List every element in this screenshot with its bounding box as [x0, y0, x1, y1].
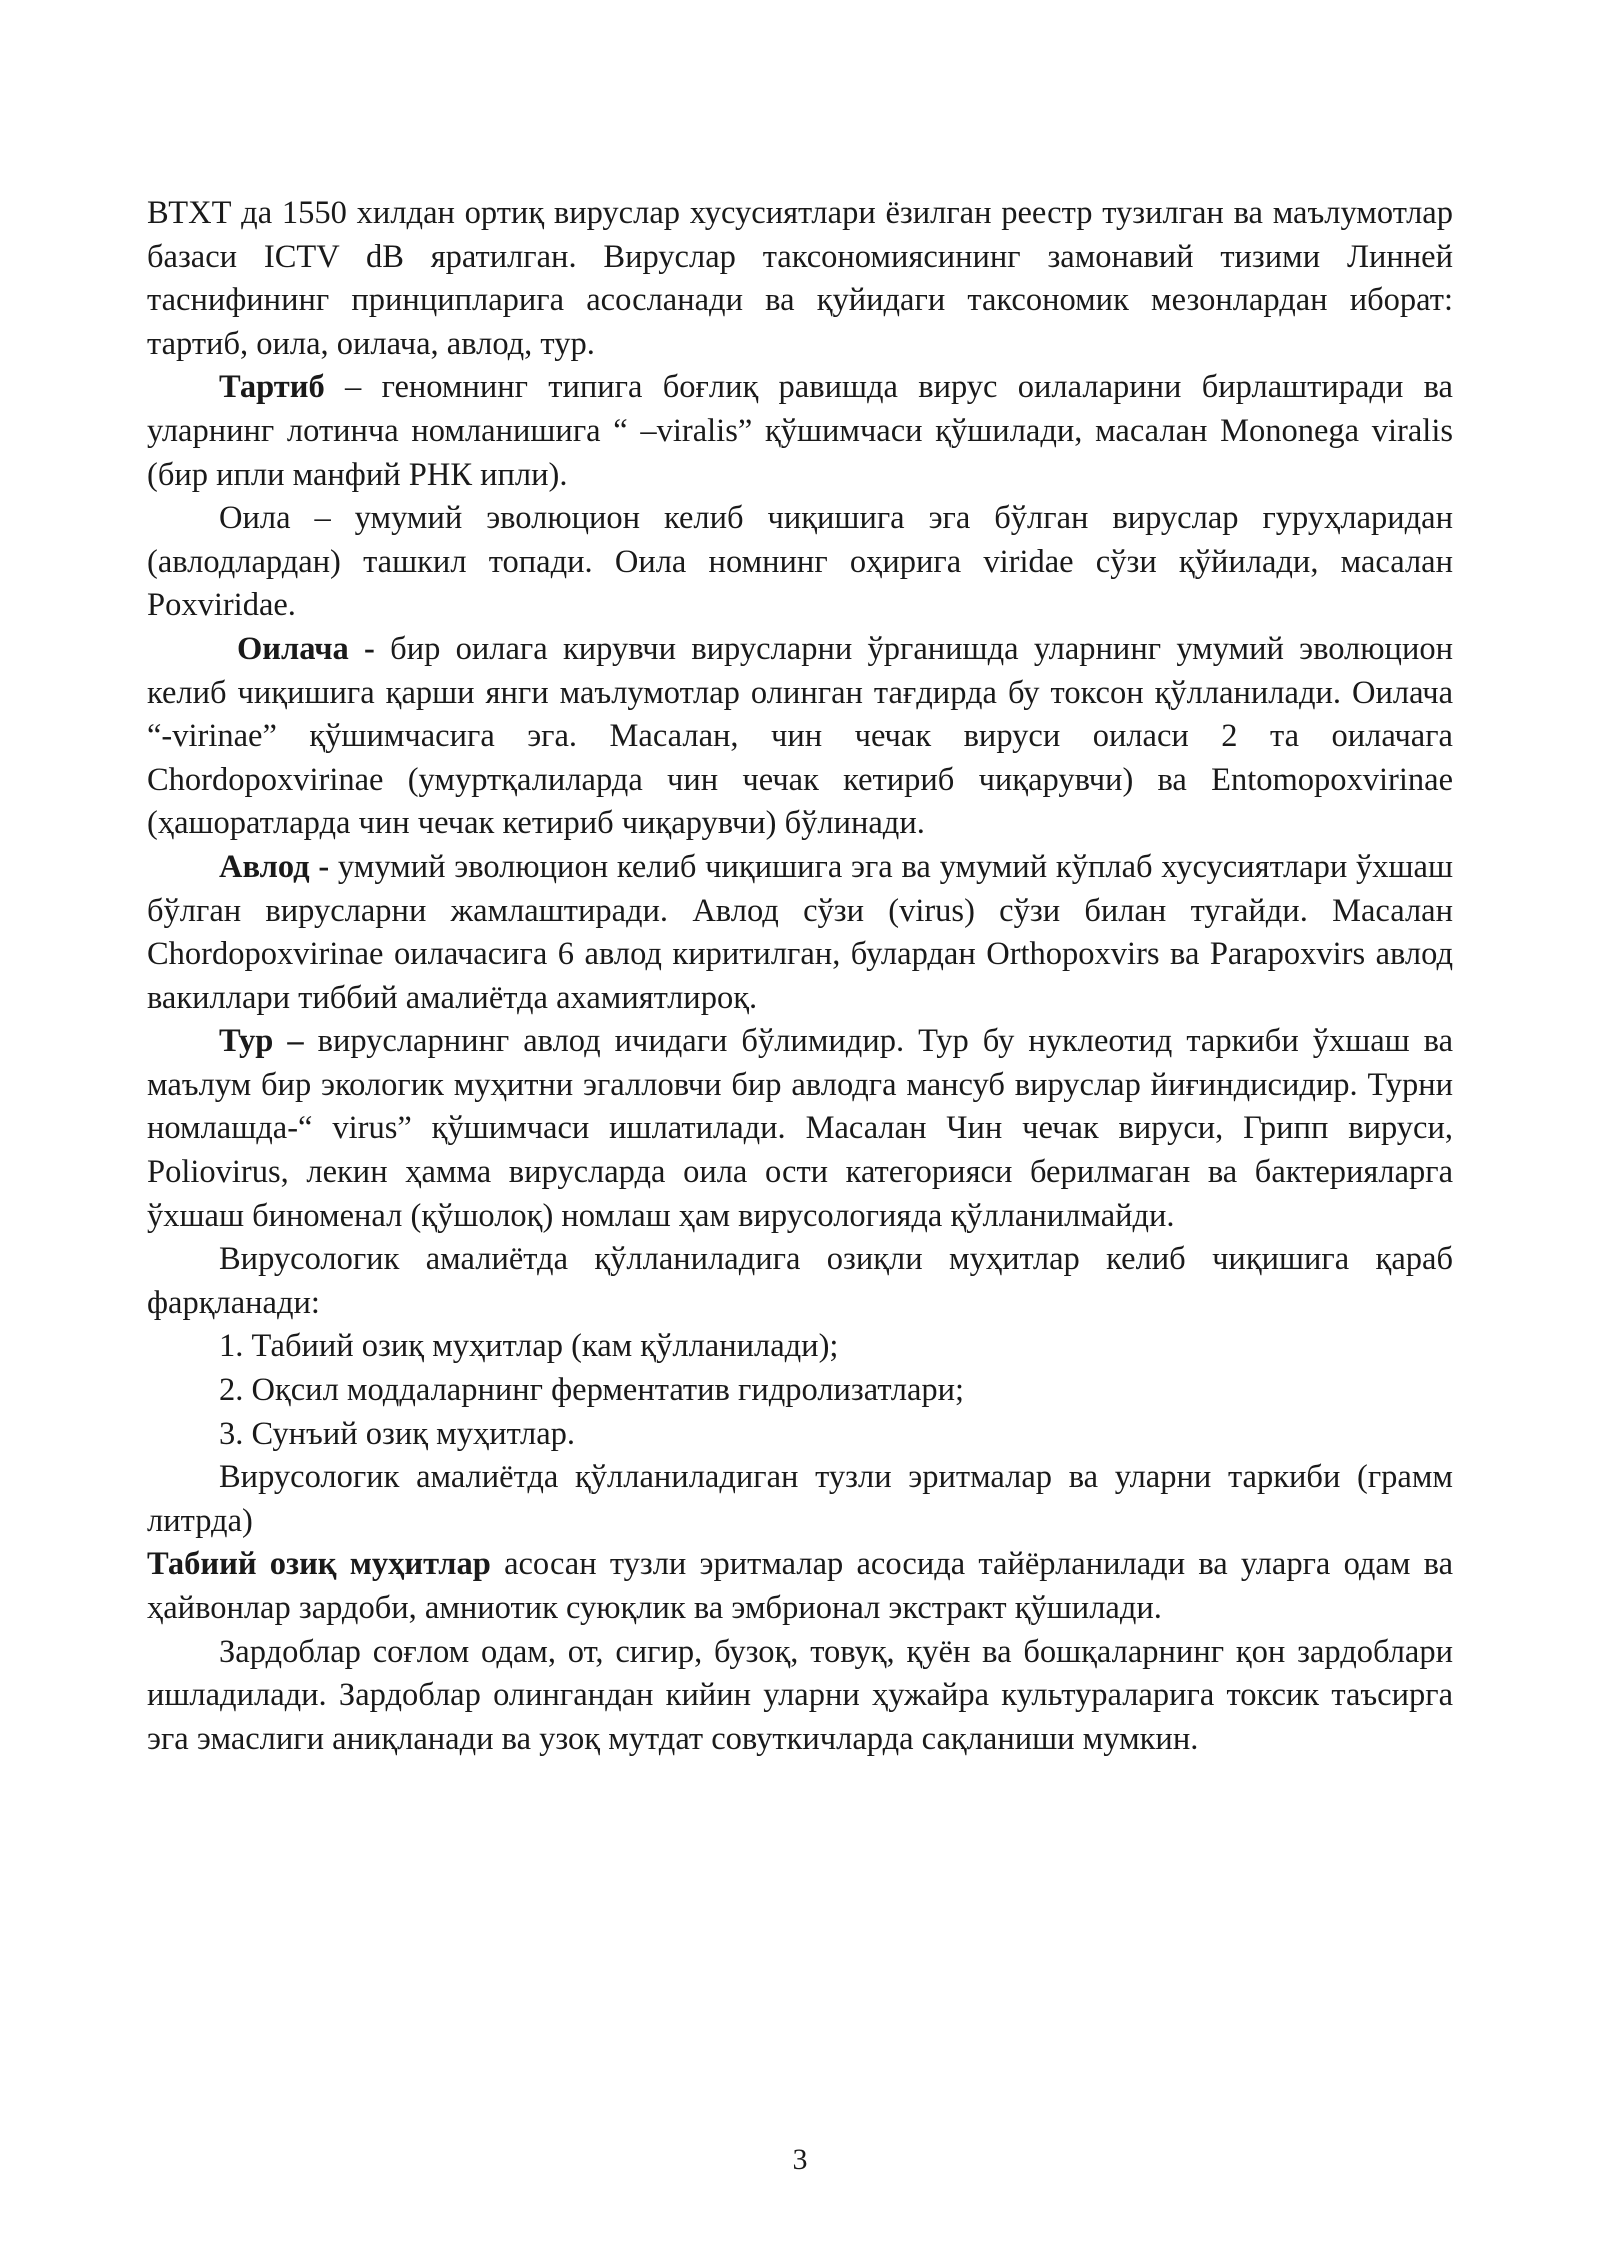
paragraph-media-types — [147, 1238, 1453, 1325]
paragraph-salt-solutions — [147, 1456, 1453, 1543]
paragraph-natural-media-text: асосан тузли эритмалар асосида тайёрланилади ва уларга одам ва ҳайвонлар зардоби, амниотик суюқлик ва эмбрионал экстракт қўшилади. — [147, 1546, 1453, 1626]
paragraph-subfamily-text: бир оилага кирувчи вирусларни ўрганишда уларнинг умумий эволюцион келиб чиқишига қарши янги маълумотлар олинган тағдирда бу токсон қўлланилади. Оилача “-virinae” қўшимчасига эга. Масалан, чин чечак вируси оиласи 2 та оилачага Chordopoxvirinae (умуртқалиларда чин чечак кетириб чиқарувчи) ва Entomopoxvirinae (ҳашоратларда чин чечак кетириб чиқарувчи) бўлинади. — [147, 630, 1453, 842]
term-genus: Авлод - — [219, 848, 330, 885]
page-number: 3 — [792, 2143, 808, 2176]
term-species: Тур – — [219, 1023, 304, 1060]
list-item: 3. Сунъий озиқ муҳитлар. — [219, 1415, 575, 1452]
paragraph-genus — [147, 846, 1453, 1020]
paragraph-serums-text: Зардоблар соғлом одам, от, сигир, бузоқ, товуқ, қуён ва бошқаларнинг қон зардоблари ишладилади. Зардоблар олингандан кийин уларни ҳужайра культураларига токсик таъсирга эга эмаслиги аниқланади ва узоқ мутдат совуткичларда сақланиши мумкин. — [147, 1633, 1453, 1757]
paragraph-intro — [147, 192, 1453, 366]
term-natural-media: Табиий озиқ муҳитлар — [147, 1546, 491, 1583]
paragraph-family — [147, 497, 1453, 628]
paragraph-species — [147, 1020, 1453, 1238]
paragraph-genus-text: умумий эволюцион келиб чиқишига эга ва умумий кўплаб хусусиятлари ўхшаш бўлган вирусларни жамлаштиради. Авлод сўзи (virus) сўзи билан тугайди. Масалан Chordopoxvirinae оилачасига 6 авлод киритилган, булардан Orthopoxvirs ва Parapoxvirs авлод вакиллари тиббий амалиётда ахамиятлироқ. — [147, 848, 1453, 1016]
paragraph-order-text: – геномнинг типига боғлиқ равишда вирус оилаларини бирлаштиради ва уларнинг лотинча номланишига “ –viralis” қўшимчаси қўшилади, масалан Mononega viralis (бир ипли манфий РНК ипли). — [147, 369, 1453, 493]
body-text — [147, 192, 1453, 1761]
term-order: Тартиб — [219, 369, 325, 406]
paragraph-family-text: Оила – умумий эволюцион келиб чиқишига эга бўлган вируслар гуруҳларидан (авлодлардан) ташкил топади. Оила номнинг оҳирига viridae сўзи қўйилади, масалан Poxviridae. — [147, 500, 1453, 624]
paragraph-intro-text: ВТХТ да 1550 хилдан ортиқ вируслар хусусиятлари ёзилган реестр тузилган ва маълумотлар базаси ICTV dB яратилган. Вируслар таксономиясининг замонавий тизими Линней таснифининг принципларига асосланади ва қуйидаги таксономик мезонлардан иборат: тартиб, оила, оилача, авлод, тур. — [147, 195, 1453, 362]
paragraph-salt-solutions-text: Вирусологик амалиётда қўлланиладиган тузли эритмалар ва уларни таркиби (грамм литрда) — [147, 1459, 1453, 1539]
paragraph-order — [147, 366, 1453, 497]
paragraph-natural-media — [147, 1543, 1453, 1630]
list-item: 1. Табиий озиқ муҳитлар (кам қўлланилади); — [219, 1328, 839, 1365]
paragraph-media-types-text: Вирусологик амалиётда қўлланиладига озиқли муҳитлар келиб чиқишига қараб фарқланади: — [147, 1241, 1453, 1321]
list-item: 2. Оқсил моддаларнинг ферментатив гидролизатлари; — [219, 1372, 965, 1409]
term-subfamily: Оилача - — [237, 630, 375, 667]
paragraph-serums — [147, 1631, 1453, 1762]
paragraph-subfamily — [147, 628, 1453, 846]
paragraph-species-text: вирусларнинг авлод ичидаги бўлимидир. Тур бу нуклеотид таркиби ўхшаш ва маълум бир экологик муҳитни эгалловчи бир авлодга мансуб вируслар йиғиндисидир. Турни номлашда-“ virus” қўшимчаси ишлатилади. Масалан Чин чечак вируси, Грипп вируси, Poliovirus, лекин ҳамма вирусларда оила ости категорияси берилмаган ва бактерияларга ўхшаш биноменал (қўшолоқ) номлаш ҳам вирусологияда қўлланилмайди. — [147, 1023, 1453, 1234]
